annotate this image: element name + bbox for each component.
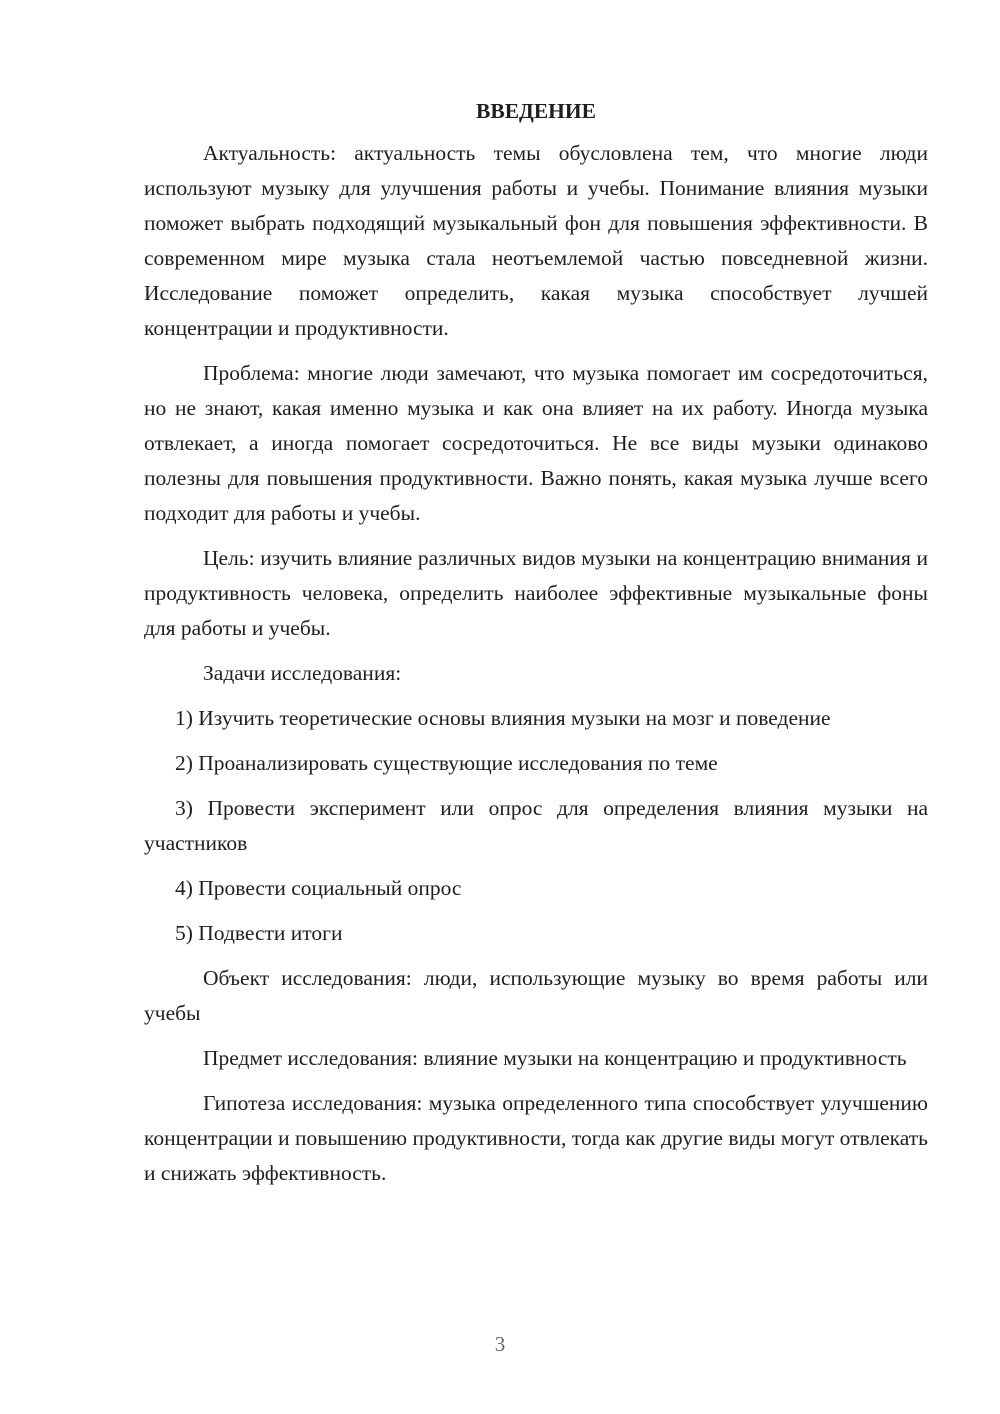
goal-paragraph: Цель: изучить влияние различных видов музыки на концентрацию внимания и продуктивность человека, определить наиболее эффективные музыкальные фоны для работы и учебы.	[144, 546, 928, 640]
page-number: 3	[494, 1332, 506, 1356]
research-object-paragraph: Объект исследования: люди, использующие музыку во время работы или учебы	[144, 966, 928, 1025]
tasks-list	[144, 701, 928, 951]
document-page	[144, 96, 928, 1201]
relevance-paragraph: Актуальность: актуальность темы обусловлена тем, что многие люди используют музыку для улучшения работы и учебы. Понимание влияния музыки поможет выбрать подходящий музыкальный фон для повышения эффективности. В современном мире музыка стала неотъемлемой частью повседневной жизни. Исследование поможет определить, какая музыка способствует лучшей концентрации и продуктивности.	[144, 141, 928, 340]
tasks-heading: Задачи исследования:	[203, 661, 402, 685]
task-item: 3) Провести эксперимент или опрос для определения влияния музыки на участников	[144, 796, 928, 855]
task-item: 1) Изучить теоретические основы влияния музыки на мозг и поведение	[175, 706, 831, 730]
problem-paragraph: Проблема: многие люди замечают, что музыка помогает им сосредоточиться, но не знают, какая именно музыка и как она влияет на их работу. Иногда музыка отвлекает, а иногда помогает сосредоточиться. Не все виды музыки одинаково полезны для повышения продуктивности. Важно понять, какая музыка лучше всего подходит для работы и учебы.	[144, 361, 928, 525]
task-item: 2) Проанализировать существующие исследования по теме	[175, 751, 718, 775]
task-item: 5) Подвести итоги	[175, 921, 343, 945]
page-title: ВВЕДЕНИЕ	[476, 99, 596, 123]
task-item: 4) Провести социальный опрос	[175, 876, 462, 900]
research-subject-paragraph: Предмет исследования: влияние музыки на концентрацию и продуктивность	[203, 1046, 907, 1070]
hypothesis-paragraph: Гипотеза исследования: музыка определенного типа способствует улучшению концентрации и повышению продуктивности, тогда как другие виды могут отвлекать и снижать эффективность.	[144, 1091, 928, 1185]
